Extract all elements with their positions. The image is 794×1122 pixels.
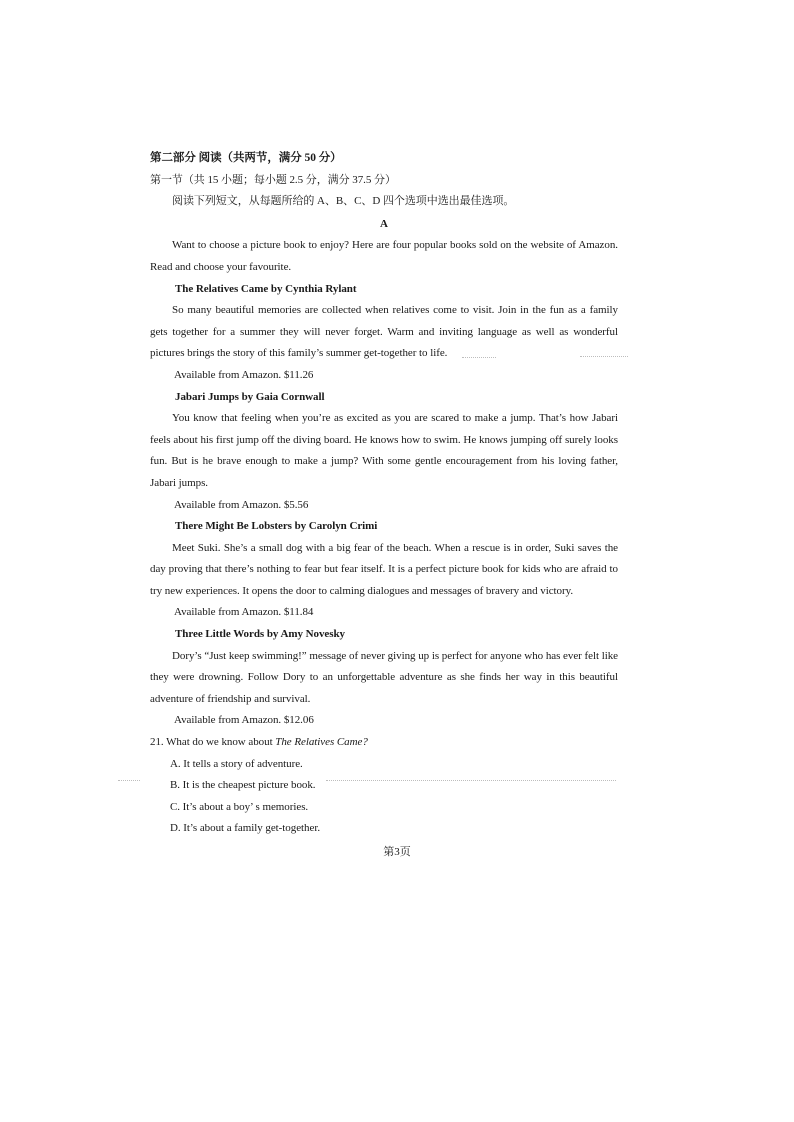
book-availability: Available from Amazon. $5.56 xyxy=(174,498,309,511)
book-description: Meet Suki. She’s a small dog with a big fear of the beach. When a rescue is in order, Suki saves the day proving that there’s nothing to fear but fear itself. It is a perfect picture book for kids who are afraid to try new experiences. It opens the door to calming dialogues and messages of bravery and victory. xyxy=(150,541,618,597)
book-title: Jabari Jumps by Gaia Cornwall xyxy=(175,390,325,403)
passage-intro: Want to choose a picture book to enjoy? Here are four popular books sold on the website of Amazon. Read and choose your favourite. xyxy=(150,239,618,273)
section-title: 第一节（共 15 小题；每小题 2.5 分，满分 37.5 分） xyxy=(150,173,396,186)
instruction: 阅读下列短文，从每题所给的 A、B、C、D 四个选项中选出最佳选项。 xyxy=(172,195,515,208)
passage-letter: A xyxy=(380,217,388,230)
question-stem-text: 21. What do we know about xyxy=(150,736,276,749)
part-title: 第二部分 阅读（共两节，满分 50 分） xyxy=(150,152,342,164)
scan-speckle xyxy=(580,356,628,358)
book-title: The Relatives Came by Cynthia Rylant xyxy=(175,282,357,295)
book-availability: Available from Amazon. $11.26 xyxy=(174,368,314,381)
answer-option-a: A. It tells a story of adventure. xyxy=(170,757,303,770)
answer-option-b: B. It is the cheapest picture book. xyxy=(170,779,316,792)
book-description: Dory’s “Just keep swimming!” message of never giving up is perfect for anyone who has ever felt like they were drowning. Follow Dory to an unforgettable adventure as she finds her way in this beautiful adventure of friendship and survival. xyxy=(150,649,618,705)
reading-section xyxy=(150,148,618,840)
scan-speckle xyxy=(462,357,496,359)
book-availability: Available from Amazon. $11.84 xyxy=(174,606,314,619)
page-number: 第3页 xyxy=(383,846,411,858)
answer-option-c: C. It’s about a boy’ s memories. xyxy=(170,800,309,813)
answer-option-d: D. It’s about a family get-together. xyxy=(170,822,321,835)
book-title: Three Little Words by Amy Novesky xyxy=(175,628,345,641)
book-description: So many beautiful memories are collected when relatives come to visit. Join in the fun as a family gets together for a summer they will never forget. Warm and inviting language as well as wonderful pictures brings the story of this family’s summer get-together to life. xyxy=(150,304,618,360)
book-title: There Might Be Lobsters by Carolyn Crimi xyxy=(175,520,378,533)
book-availability: Available from Amazon. $12.06 xyxy=(174,714,314,727)
question-stem-book-title: The Relatives Came? xyxy=(275,736,368,749)
question-stem xyxy=(150,732,618,754)
scan-speckle xyxy=(118,780,140,782)
scan-speckle xyxy=(326,780,616,782)
book-description: You know that feeling when you’re as excited as you are scared to make a jump. That’s how Jabari feels about his first jump off the diving board. He knows how to swim. He knows jumping off surely looks fun. But is he brave enough to make a jump? With some gentle encouragement from his loving father, Jabari jumps. xyxy=(150,412,618,489)
